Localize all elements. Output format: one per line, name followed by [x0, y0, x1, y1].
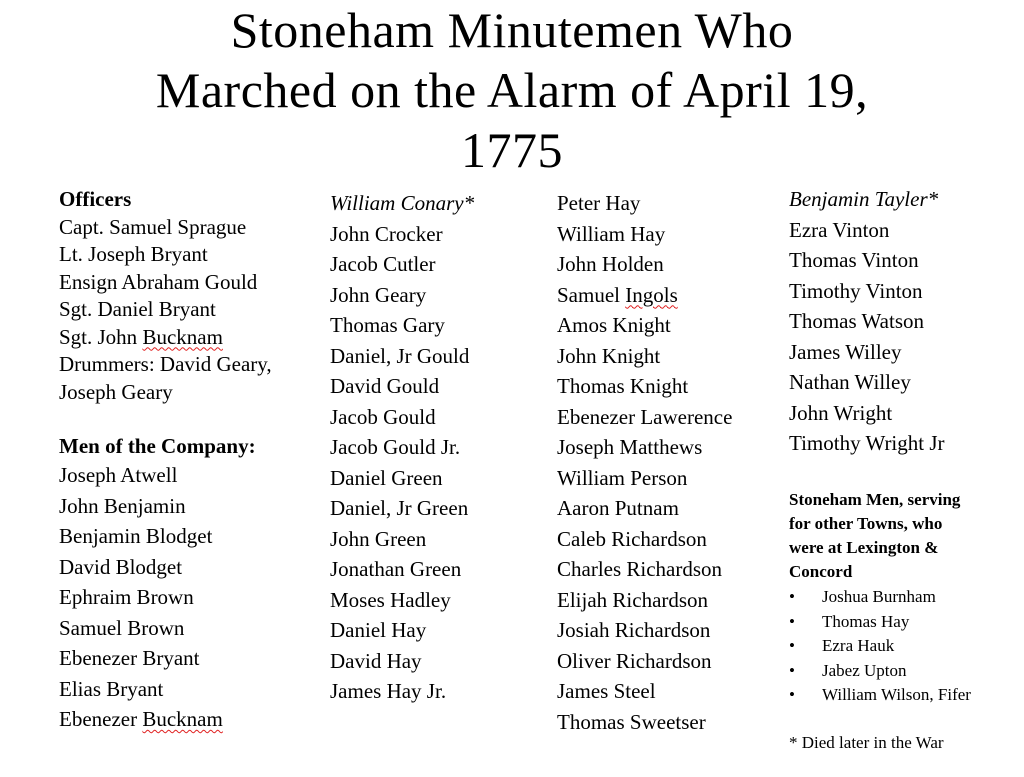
title-line-3: 1775 [461, 122, 563, 178]
column-names-4 [789, 184, 1019, 459]
list-item: Ebenezer Lawerence [557, 404, 733, 429]
list-item: Ephraim Brown [59, 585, 194, 609]
list-item: John Holden [557, 252, 664, 276]
list-item: Samuel Brown [59, 615, 185, 640]
other-towns-heading-line: for other Towns, who [789, 514, 943, 533]
list-item: Benjamin Tayler* [789, 187, 939, 211]
page-title [0, 0, 1024, 180]
list-item: Moses Hadley [330, 587, 451, 612]
officer-item: Capt. Samuel Sprague [59, 214, 247, 239]
list-item: Thomas Gary [330, 313, 445, 337]
title-line-1: Stoneham Minutemen Who [230, 2, 794, 58]
list-item: Josiah Richardson [557, 618, 711, 642]
bullet-item [789, 683, 1019, 708]
list-item: Joseph Matthews [557, 435, 703, 459]
officer-item: Sgt. Daniel Bryant [59, 297, 216, 321]
list-item: William Hay [557, 221, 666, 246]
other-towns-list [789, 585, 1019, 708]
bullet-item [789, 634, 1019, 659]
list-item-surname: Bucknam [142, 707, 223, 731]
officer-item: Lt. Joseph Bryant [59, 242, 208, 266]
list-item-prefix: Samuel [557, 282, 626, 307]
bullet-icon: • [789, 660, 795, 680]
list-item: Amos Knight [557, 313, 671, 337]
list-item: Ebenezer Bryant [59, 646, 200, 670]
list-item [59, 704, 309, 735]
list-item: Thomas Watson [789, 309, 924, 333]
column-names-3 [557, 188, 772, 737]
bullet-text: Jabez Upton [822, 660, 907, 680]
drummers-line-1: Drummers: David Geary, [59, 352, 272, 376]
other-towns-heading-line: were at Lexington & [789, 538, 939, 557]
list-item: Elias Bryant [59, 676, 164, 701]
list-item: Jacob Cutler [330, 252, 436, 276]
other-towns-heading-line: Concord [789, 562, 853, 581]
list-item: Charles Richardson [557, 557, 723, 581]
list-item: David Gould [330, 374, 440, 398]
list-item: James Steel [557, 679, 656, 703]
officers-heading: Officers [59, 187, 132, 211]
bullet-item [789, 610, 1019, 635]
column-officers-and-men [59, 186, 309, 735]
list-item: Joseph Atwell [59, 463, 178, 487]
bullet-text: Ezra Hauk [822, 636, 895, 655]
list-item: Caleb Richardson [557, 526, 707, 551]
title-line-2: Marched on the Alarm of April 19, [155, 62, 869, 118]
list-item: Timothy Wright Jr [789, 431, 945, 455]
list-item: John Knight [557, 343, 661, 368]
list-item: Daniel, Jr Gould [330, 343, 470, 368]
list-item: Elijah Richardson [557, 587, 709, 612]
list-item: James Hay Jr. [330, 679, 447, 703]
list-item: Nathan Willey [789, 370, 911, 394]
list-item: William Person [557, 465, 688, 490]
list-item: James Willey [789, 339, 902, 364]
men-heading: Men of the Company: [59, 434, 256, 458]
bullet-text: William Wilson, Fifer [822, 685, 971, 704]
list-item: Peter Hay [557, 191, 641, 215]
list-item: Oliver Richardson [557, 648, 712, 673]
column-names-2 [330, 188, 545, 707]
list-item: Daniel, Jr Green [330, 496, 469, 520]
list-item: John Benjamin [59, 493, 186, 518]
bullet-icon: • [789, 685, 795, 704]
list-item-surname: Ingols [625, 282, 678, 307]
list-item: David Blodget [59, 554, 183, 579]
list-item: David Hay [330, 648, 422, 673]
other-towns-heading [789, 488, 1014, 584]
officer-item: Ensign Abraham Gould [59, 269, 258, 294]
footnote: * Died later in the War [789, 733, 944, 752]
bullet-icon: • [789, 636, 795, 655]
list-item: Thomas Sweetser [557, 709, 706, 734]
list-item: Jacob Gould Jr. [330, 435, 461, 459]
officer-prefix: Sgt. John [59, 324, 143, 349]
list-item: John Geary [330, 282, 427, 307]
list-item: Thomas Vinton [789, 248, 919, 272]
other-towns-heading-line: Stoneham Men, serving [789, 490, 961, 509]
list-item: William Conary* [330, 191, 475, 215]
list-item: Ezra Vinton [789, 217, 890, 242]
list-item: Daniel Hay [330, 618, 427, 642]
list-item: Aaron Putnam [557, 496, 679, 520]
bullet-item [789, 585, 1019, 610]
list-item: Thomas Knight [557, 374, 689, 398]
list-item: Benjamin Blodget [59, 524, 213, 548]
list-item-prefix: Ebenezer [59, 707, 143, 731]
men-list [59, 460, 309, 735]
list-item: Jonathan Green [330, 557, 462, 581]
officer-item [59, 324, 309, 352]
list-item: John Wright [789, 400, 893, 425]
officer-surname: Bucknam [142, 324, 223, 349]
list-item [557, 280, 772, 311]
list-item: John Green [330, 526, 427, 551]
bullet-text: Joshua Burnham [822, 587, 936, 606]
drummers-line-2: Joseph Geary [59, 379, 173, 404]
list-item: John Crocker [330, 221, 443, 246]
list-item: Jacob Gould [330, 404, 436, 429]
list-item: Timothy Vinton [789, 278, 923, 303]
bullet-icon: • [789, 611, 795, 631]
bullet-item [789, 659, 1019, 684]
bullet-icon: • [789, 587, 795, 606]
list-item: Daniel Green [330, 465, 443, 490]
spacer [59, 406, 309, 433]
bullet-text: Thomas Hay [822, 611, 910, 631]
